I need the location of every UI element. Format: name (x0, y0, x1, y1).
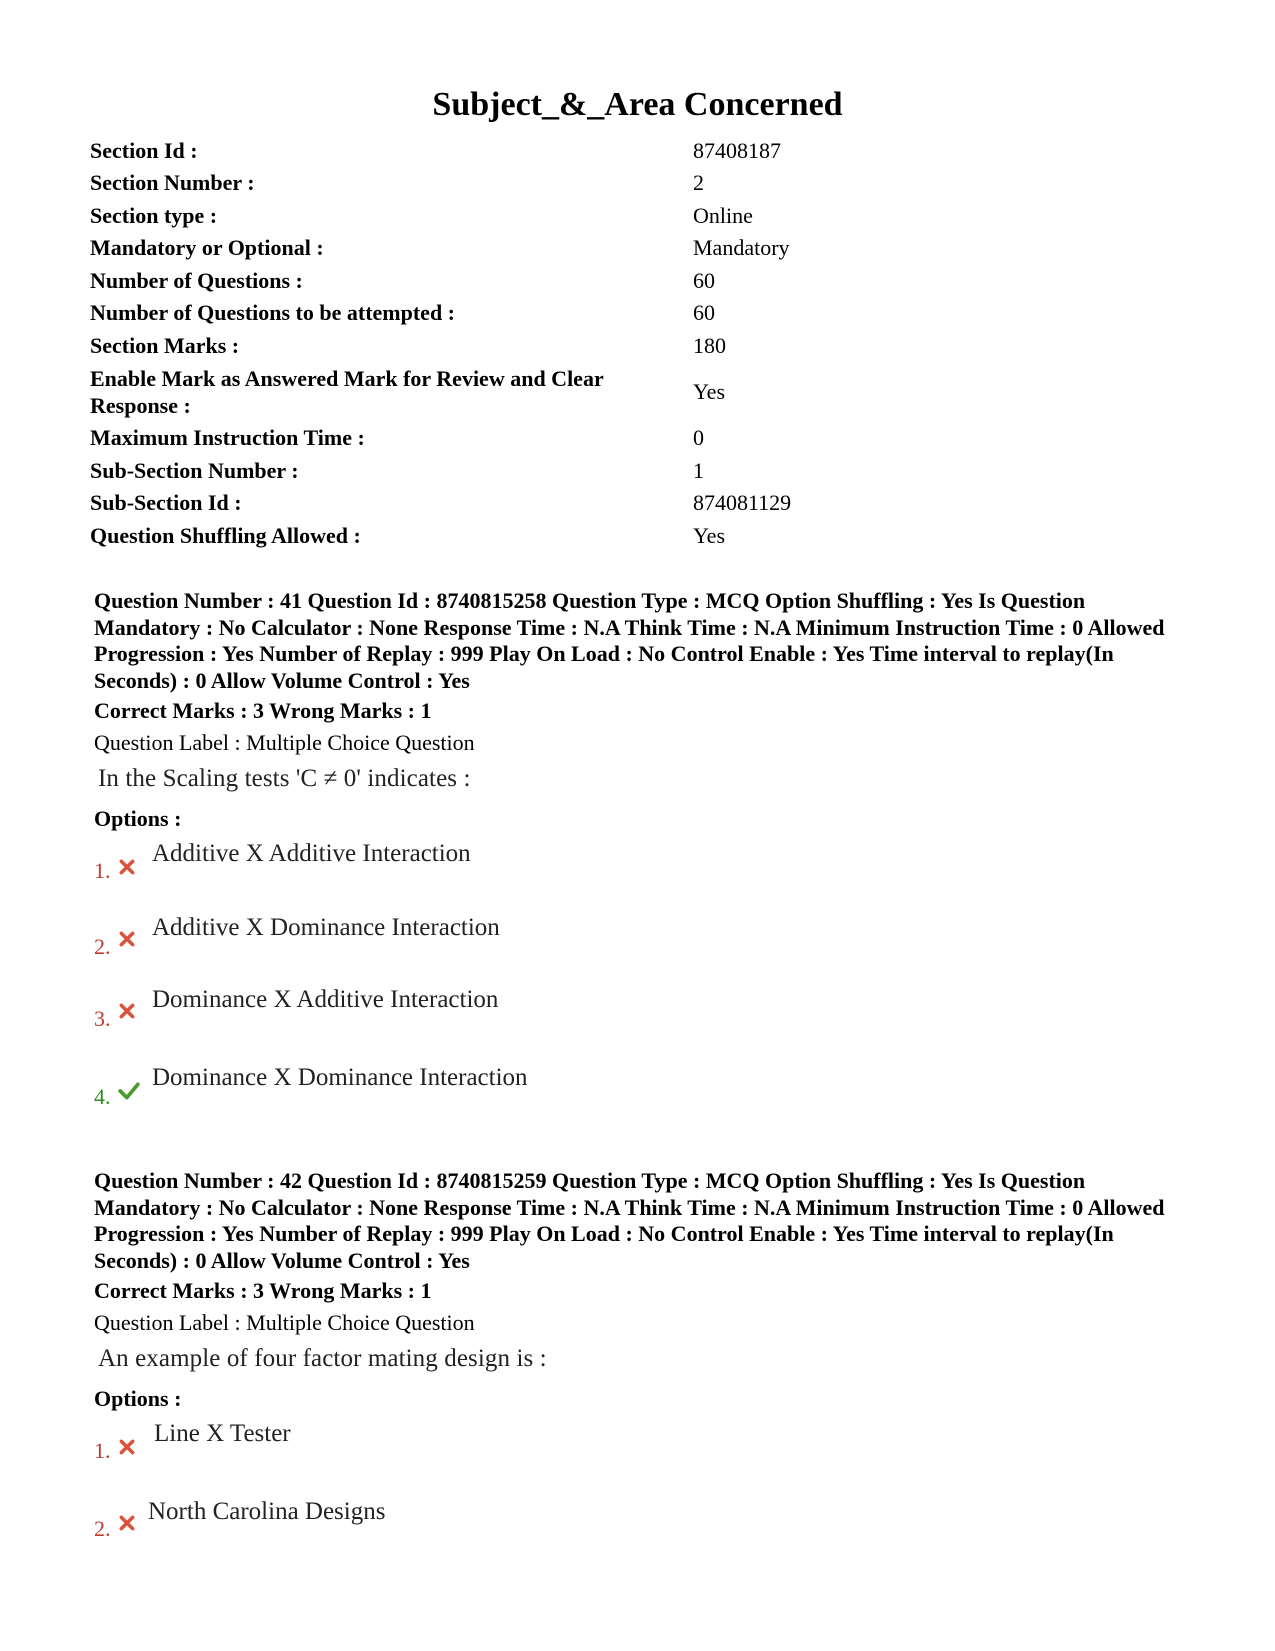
row-label: Section type : (90, 202, 218, 228)
option-number: 1. (94, 858, 111, 883)
question-label: Question Label : Multiple Choice Question (94, 730, 475, 755)
row-value: 874081129 (693, 490, 792, 516)
row-label: Sub-Section Number : (90, 457, 299, 483)
cross-icon (118, 858, 136, 876)
question-text: In the Scaling tests 'C ≠ 0' indicates : (98, 765, 471, 792)
section-row (90, 362, 1190, 422)
row-value: 2 (693, 170, 704, 196)
question-block (94, 588, 1194, 1144)
section-row (90, 454, 1190, 487)
option-text: North Carolina Designs (148, 1498, 386, 1525)
row-label: Number of Questions : (90, 267, 303, 293)
option-number: 1. (94, 1438, 111, 1463)
question-text: An example of four factor mating design is : (98, 1345, 547, 1372)
page-title: Subject_&_Area Concerned (432, 86, 843, 123)
option-item (94, 986, 1194, 1068)
section-row (90, 487, 1190, 520)
option-number: 2. (94, 1516, 111, 1541)
options-title: Options : (94, 1386, 182, 1411)
row-label: Section Number : (90, 170, 255, 196)
option-number: 4. (94, 1084, 111, 1109)
question-label: Question Label : Multiple Choice Question (94, 1310, 475, 1335)
options-list (94, 840, 1194, 1144)
option-text: Additive X Additive Interaction (152, 840, 471, 867)
question-header: Question Number : 42 Question Id : 8740815259 Question Type : MCQ Option Shuffling : Yes Is Question Mandatory : No Calculator : None Response Time : N.A Think Time : N.A Minimum Instruction Time : 0 Allowed Progression : Yes Number of Replay : 999 Play On Load : No Control Enable : Yes Time interval to replay(In Seconds) : 0 Allow Volume Control : Yes (94, 1168, 1165, 1273)
question-marks: Correct Marks : 3 Wrong Marks : 1 (94, 1278, 432, 1303)
row-value: 1 (693, 457, 704, 483)
section-row (90, 232, 1190, 265)
row-value: 60 (693, 267, 715, 293)
row-label: Sub-Section Id : (90, 490, 242, 516)
row-label: Maximum Instruction Time : (90, 425, 365, 451)
option-text: Additive X Dominance Interaction (152, 914, 500, 941)
question-header: Question Number : 41 Question Id : 8740815258 Question Type : MCQ Option Shuffling : Yes Is Question Mandatory : No Calculator : None Response Time : N.A Think Time : N.A Minimum Instruction Time : 0 Allowed Progression : Yes Number of Replay : 999 Play On Load : No Control Enable : Yes Time interval to replay(In Seconds) : 0 Allow Volume Control : Yes (94, 588, 1165, 693)
option-item (94, 1500, 1194, 1576)
section-row (90, 199, 1190, 232)
row-value: 180 (693, 332, 726, 358)
section-row (90, 297, 1190, 330)
row-value: Mandatory (693, 235, 790, 261)
options-title: Options : (94, 806, 182, 831)
row-label: Section Marks : (90, 332, 240, 358)
row-label: Section Id : (90, 137, 198, 163)
row-value: Yes (693, 522, 726, 548)
cross-icon (118, 1514, 136, 1532)
row-value: 60 (693, 300, 715, 326)
option-item (94, 916, 1194, 992)
option-item (94, 1420, 1194, 1500)
option-item (94, 1064, 1194, 1144)
row-value: Yes (693, 379, 726, 404)
option-text: Dominance X Dominance Interaction (152, 1064, 528, 1091)
row-value: Online (693, 202, 753, 228)
option-text: Line X Tester (154, 1420, 291, 1447)
options-list (94, 1420, 1194, 1576)
section-row (90, 329, 1190, 362)
row-value: 87408187 (693, 137, 781, 163)
section-row (90, 167, 1190, 200)
row-label: Number of Questions to be attempted : (90, 300, 456, 326)
option-text: Dominance X Additive Interaction (152, 986, 499, 1013)
question-marks: Correct Marks : 3 Wrong Marks : 1 (94, 698, 432, 723)
row-label: Question Shuffling Allowed : (90, 522, 361, 548)
row-label: Mandatory or Optional : (90, 235, 324, 261)
question-block (94, 1168, 1194, 1576)
row-label: Enable Mark as Answered Mark for Review and Clear Response : (90, 365, 604, 418)
row-value: 0 (693, 425, 704, 451)
option-number: 3. (94, 1006, 111, 1031)
cross-icon (118, 1002, 136, 1020)
option-item (94, 840, 1194, 916)
check-icon (118, 1082, 140, 1100)
section-row (90, 264, 1190, 297)
cross-icon (118, 1438, 136, 1456)
section-row (90, 519, 1190, 552)
section-row (90, 134, 1190, 167)
section-row (90, 422, 1190, 455)
cross-icon (118, 930, 136, 948)
section-details (90, 134, 1190, 552)
option-number: 2. (94, 934, 111, 959)
